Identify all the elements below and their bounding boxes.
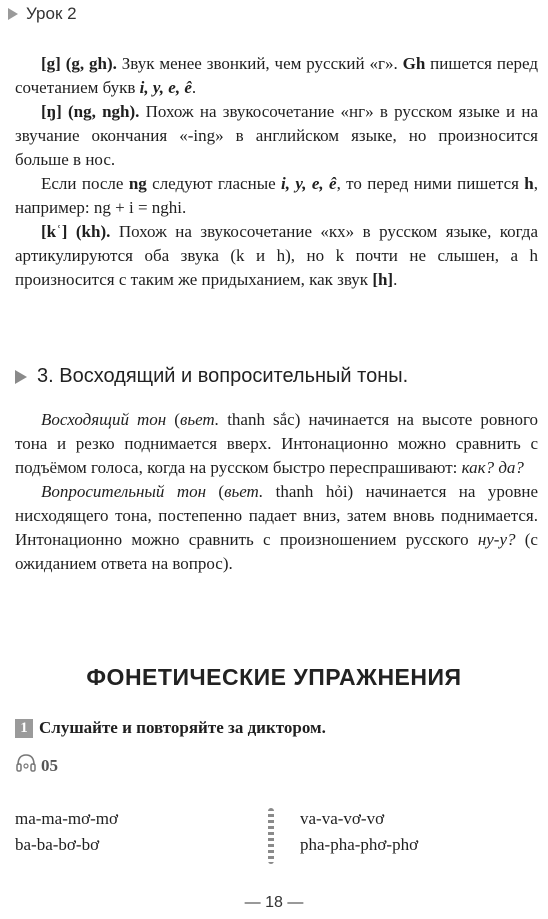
syllable-row: ma-ma-mơ-mơ (15, 809, 118, 828)
sound-g (15, 52, 538, 100)
exercise-number-badge: 1 (15, 719, 33, 738)
section-3-title: 3. Восходящий и вопросительный тоны. (37, 365, 409, 387)
question-tone-term: Вопросительный тон (41, 482, 207, 501)
sound-ng-text: Похож на звукосочетание «нг» в русском языке и на звучание окончания «-ing» в английском языке, но произносится больше в нос. (15, 102, 538, 169)
sound-ng-key: [ŋ] (ng, ngh). (41, 102, 140, 121)
rising-tone-term: Восходящий тон (41, 410, 167, 429)
exercise-1-heading (15, 718, 326, 738)
column-divider (268, 808, 274, 864)
triangle-marker-icon (15, 370, 27, 384)
sound-gh-key: Gh (402, 54, 426, 73)
rising-tone-text: thanh sắc) начинается на высоте ровного тона и резко поднимается вверх. Интонационно можно сравнить с подъёмом голоса, когда на русском быстро переспрашивают: (15, 410, 538, 477)
sound-kh (15, 220, 538, 292)
question-tone-text: thanh hỏi) начинается на уровне нисходящего тона, постепенно падает вниз, затем вновь поднимается. Интонационно можно сравнить с произношением русского (15, 482, 538, 549)
exercises-title: ФОНЕТИЧЕСКИЕ УПРАЖНЕНИЯ (86, 664, 462, 690)
sound-kh-text: Похож на звукосочетание «кх» в русском языке, когда артикулируются оба звука (k и h), но k почти не слышен, а h произносится с таким же придыханием, как звук (15, 222, 538, 289)
sound-g-key: [g] (g, gh). (41, 54, 117, 73)
page-number: — 18 — (244, 894, 304, 911)
ng-rule-end: , например: ng + i = nghi. (15, 174, 539, 217)
section-3-heading (15, 365, 408, 388)
exercise-1-instruction: Слушайте и повторяйте за диктором. (39, 718, 326, 737)
ng-rule-key: ng (128, 174, 147, 193)
ng-rule-letters: i, y, e, ê (281, 174, 337, 193)
question-tone-example: ну-у? (477, 530, 516, 549)
page-header (8, 4, 77, 24)
sound-g-letters: i, y, e, ê (139, 78, 192, 97)
audio-track[interactable] (15, 752, 58, 779)
ng-rule-h: h (524, 174, 534, 193)
question-tone-open: ( (206, 482, 225, 501)
tones-block (15, 408, 538, 576)
rising-tone-paragraph (15, 408, 538, 480)
ng-rule (15, 172, 538, 220)
syllable-row: pha-pha-phơ-phơ (300, 835, 419, 854)
rising-tone-open: ( (166, 410, 180, 429)
headphones-icon (15, 752, 37, 779)
sound-ng (15, 100, 538, 172)
sounds-block (15, 52, 538, 292)
syllable-row: ba-ba-bơ-bơ (15, 835, 100, 854)
question-tone-paragraph (15, 480, 538, 576)
sound-g-text2: пишется перед сочетанием букв (15, 54, 538, 97)
lesson-label: Урок 2 (26, 4, 77, 23)
rising-tone-example: как? да? (461, 458, 524, 477)
question-tone-end: (с ожиданием ответа на вопрос). (15, 530, 538, 573)
sound-kh-key: [kʿ] (kh). (41, 222, 111, 241)
syllables-right (300, 806, 418, 858)
triangle-marker-icon (8, 8, 18, 20)
ng-rule-text: следуют гласные (146, 174, 282, 193)
rising-tone-viet-abbr: вьет. (179, 410, 220, 429)
sound-kh-tail: [h] (372, 270, 394, 289)
syllable-row: va-va-vơ-vơ (300, 809, 385, 828)
sound-g-text: Звук менее звонкий, чем русский «г». (116, 54, 403, 73)
sound-g-end: . (191, 78, 197, 97)
syllables-left (15, 806, 118, 858)
question-tone-viet-abbr: вьет. (224, 482, 264, 501)
ng-rule-mid: , то перед ними пишется (336, 174, 525, 193)
sound-kh-end: . (393, 270, 398, 289)
audio-track-number: 05 (41, 755, 58, 775)
ng-rule-pre: Если после (41, 174, 129, 193)
